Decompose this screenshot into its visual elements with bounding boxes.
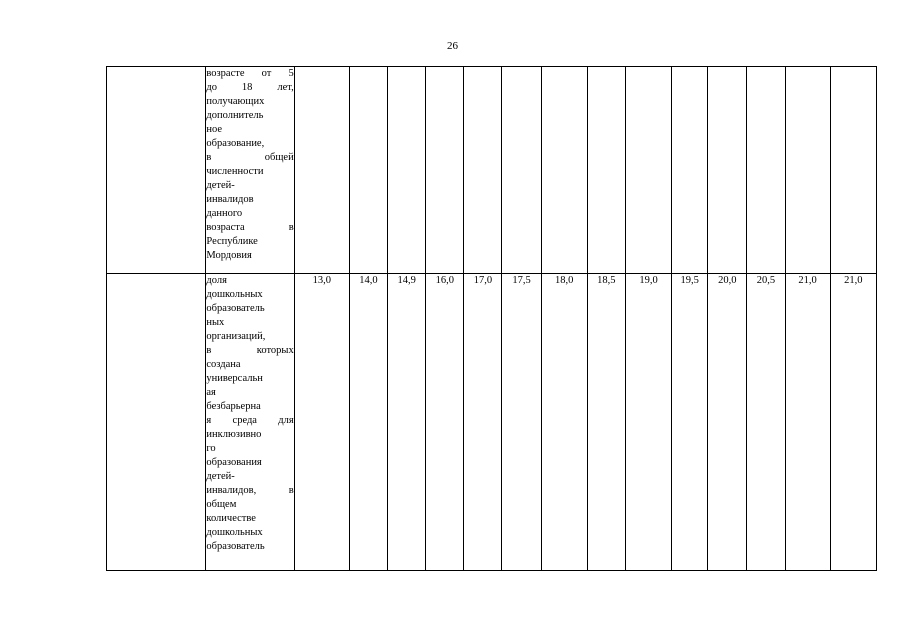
- value-cell: [464, 67, 502, 274]
- value-cell: [672, 67, 708, 274]
- value-cell: [294, 67, 349, 274]
- empty-cell: [107, 67, 206, 274]
- value-cell: [785, 67, 830, 274]
- value-cell: [388, 67, 426, 274]
- value-cell: [708, 67, 747, 274]
- value-cell: 21,0: [830, 274, 876, 571]
- value-cell: 17,0: [464, 274, 502, 571]
- indicator-description: доля дошкольных образователь ных организаций, в которых создана универсальн ая безбарьерна я среда для инклюзивно го образования детей- инвалидов, в общем количестве дошкольных образователь: [206, 274, 294, 571]
- value-cell: 18,0: [541, 274, 587, 571]
- value-cell: [625, 67, 671, 274]
- page-number: 26: [447, 40, 458, 52]
- value-cell: [587, 67, 625, 274]
- value-cell: 19,5: [672, 274, 708, 571]
- indicator-description: возрасте от 5 до 18 лет, получающих дополнитель ное образование, в общей численности детей- инвалидов данного возраста в Республике Мордовия: [206, 67, 294, 274]
- value-cell: 17,5: [502, 274, 541, 571]
- table-row: [107, 67, 877, 274]
- value-cell: 14,9: [388, 274, 426, 571]
- value-cell: 14,0: [349, 274, 387, 571]
- value-cell: 19,0: [625, 274, 671, 571]
- empty-cell: [107, 274, 206, 571]
- value-cell: 16,0: [426, 274, 464, 571]
- indicators-table: [106, 66, 877, 571]
- value-cell: [426, 67, 464, 274]
- table-row: [107, 274, 877, 571]
- value-cell: [747, 67, 785, 274]
- value-cell: 21,0: [785, 274, 830, 571]
- value-cell: 13,0: [294, 274, 349, 571]
- value-cell: [541, 67, 587, 274]
- value-cell: 20,0: [708, 274, 747, 571]
- value-cell: [502, 67, 541, 274]
- value-cell: [349, 67, 387, 274]
- value-cell: [830, 67, 876, 274]
- value-cell: 20,5: [747, 274, 785, 571]
- value-cell: 18,5: [587, 274, 625, 571]
